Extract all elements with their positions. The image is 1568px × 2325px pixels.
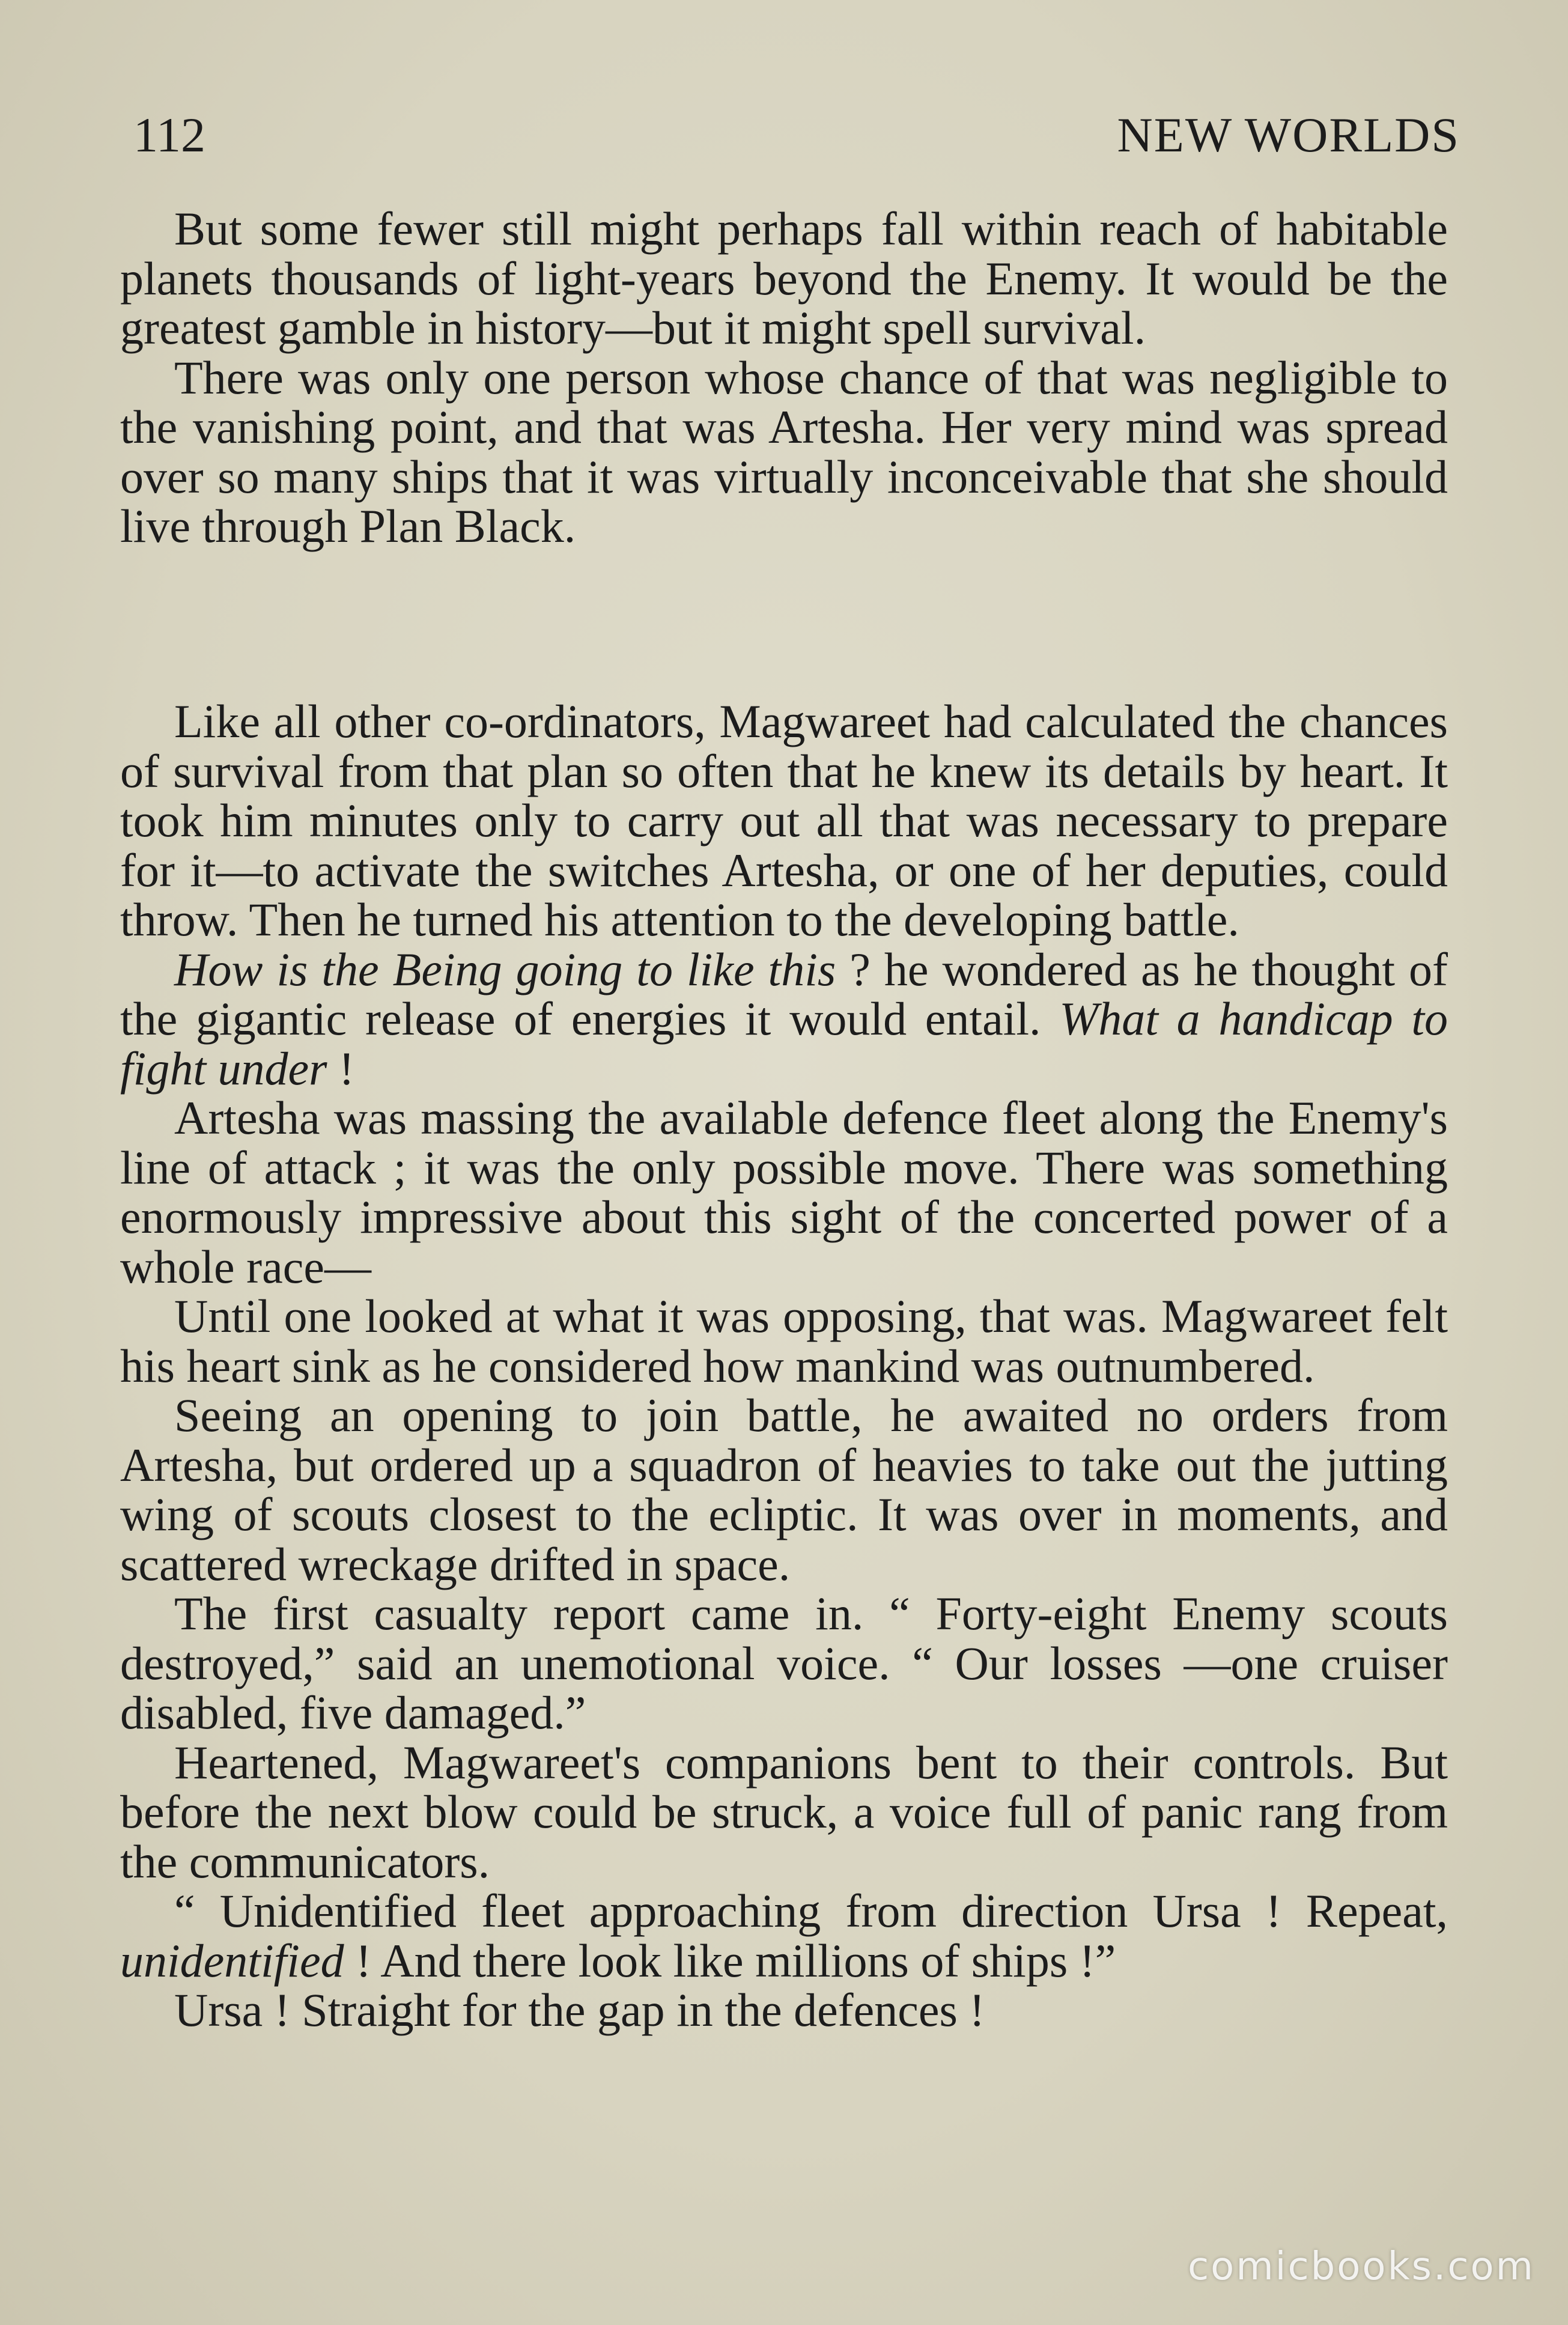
paragraph: There was only one person whose chance of that was negligible to the vanishing point, and that was Artesha. Her very mind was spread over so many ships that it was virtually inconceivable that she should live through Plan Black. [120, 351, 1448, 552]
running-head: NEW WORLDS [1117, 108, 1460, 162]
italic-text: unidentified [120, 1934, 344, 1987]
paragraph-text: ! And there look like millions of ships !” [344, 1934, 1116, 1987]
paragraph: But some fewer still might perhaps fall within reach of habitable planets thousands of light-years beyond the Enemy. It would be the greatest gamble in history—but it might spell survival. [120, 202, 1448, 354]
italic-text: What a handicap to fight under [120, 992, 1448, 1095]
paragraph [120, 945, 1448, 1094]
paragraph: Seeing an opening to join battle, he awaited no orders from Artesha, but ordered up a squadron of heavies to take out the jutting wing of scouts closest to the ecliptic. It was over in moments, and scattered wreckage drifted in space. [120, 1389, 1448, 1590]
paragraph: Ursa ! Straight for the gap in the defences ! [174, 1984, 985, 2036]
paragraph: Like all other co-ordinators, Magwareet had calculated the chances of survival from that plan so often that he knew its details by heart. It took him minutes only to carry out all that was necessary to prepare for it—to activate the switches Artesha, or one of her deputies, could throw. Then he turned his attention to the developing battle. [120, 695, 1448, 946]
watermark: comicbooks.com [1187, 2244, 1535, 2289]
text-block-2 [120, 697, 1448, 2035]
page-number: 112 [133, 108, 205, 162]
paragraph [120, 1886, 1448, 1986]
paragraph: The first casualty report came in. “ Forty-eight Enemy scouts destroyed,” said an unemotional voice. “ Our losses —one cruiser disabled, five damaged.” [120, 1587, 1448, 1739]
page-header [133, 102, 1460, 168]
italic-text: How is the Being going to like this [174, 943, 836, 995]
paragraph: Heartened, Magwareet's companions bent to their controls. But before the next blow could be struck, a voice full of panic rang from the communicators. [120, 1736, 1448, 1888]
paragraph: Artesha was massing the available defence fleet along the Enemy's line of attack ; it was the only possible move. There was something enormously impressive about this sight of the concerted power of a whole race— [120, 1092, 1448, 1293]
text-block-1 [120, 204, 1448, 552]
paragraph-text: ! [327, 1042, 354, 1095]
paragraph-text: ? he wondered as he thought of the gigantic release of energies it would entail. [120, 943, 1448, 1045]
paragraph: Until one looked at what it was opposing, that was. Magwareet felt his heart sink as he considered how mankind was outnumbered. [120, 1290, 1448, 1392]
paragraph-text: “ Unidentified fleet approaching from direction Ursa ! Repeat, [174, 1885, 1448, 1937]
